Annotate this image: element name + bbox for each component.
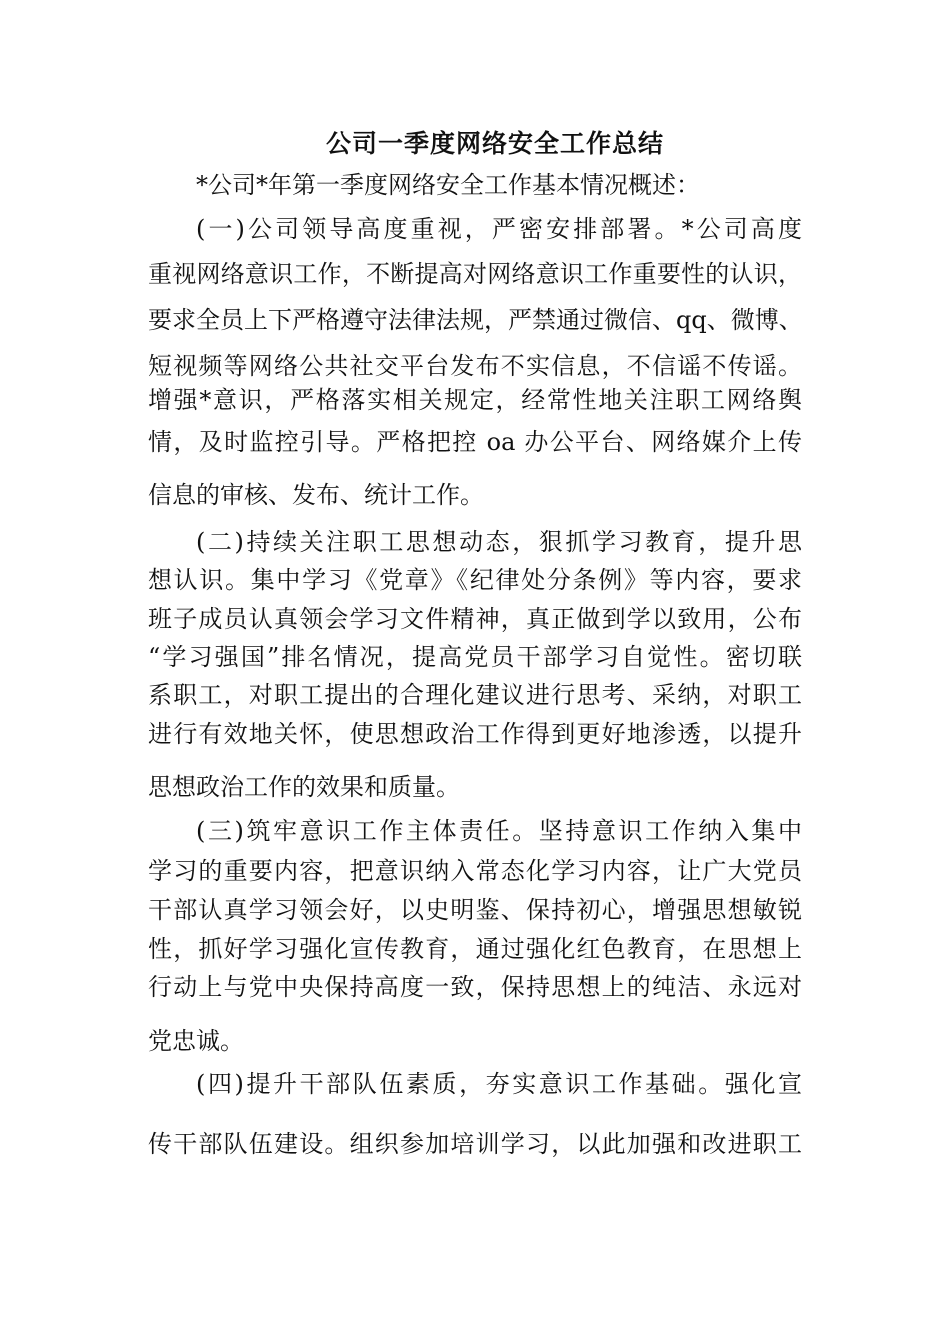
paragraph-line: 系职工，对职工提出的合理化建议进行思考、采纳，对职工 [148,681,802,709]
paragraph-line: (一)公司领导高度重视，严密安排部署。*公司高度 [196,215,802,243]
paragraph-line: 性，抓好学习强化宣传教育，通过强化红色教育，在思想上 [148,935,802,963]
paragraph-line: 进行有效地关怀，使思想政治工作得到更好地渗透，以提升 [148,720,802,748]
paragraph-line: 短视频等网络公共社交平台发布不实信息，不信谣不传谣。 [148,352,802,380]
paragraph-line: 思想政治工作的效果和质量。 [148,773,460,801]
paragraph-line: 党忠诚。 [148,1027,244,1055]
paragraph-line: 增强*意识，严格落实相关规定，经常性地关注职工网络舆 [148,386,802,414]
paragraph-line: 要求全员上下严格遵守法律法规，严禁通过微信、qq、微博、 [148,306,803,334]
paragraph-line: (四)提升干部队伍素质，夯实意识工作基础。强化宣 [196,1070,802,1098]
paragraph-line: 行动上与党中央保持高度一致，保持思想上的纯洁、永远对 [148,973,802,1001]
paragraph-line: 传干部队伍建设。组织参加培训学习，以此加强和改进职工 [148,1130,802,1158]
paragraph-line: 学习的重要内容，把意识纳入常态化学习内容，让广大党员 [148,857,802,885]
paragraph-line: 班子成员认真领会学习文件精神，真正做到学以致用，公布 [148,605,802,633]
paragraph-line: 信息的审核、发布、统计工作。 [148,481,484,509]
paragraph-line: 干部认真学习领会好，以史明鉴、保持初心，增强思想敏锐 [148,896,802,924]
paragraph-line: “学习强国”排名情况，提高党员干部学习自觉性。密切联 [148,643,802,671]
paragraph-line: (二)持续关注职工思想动态，狠抓学习教育，提升思 [196,528,802,556]
paragraph-line: 想认识。集中学习《党章》《纪律处分条例》等内容，要求 [148,566,802,594]
document-title: 公司一季度网络安全工作总结 [325,129,664,158]
paragraph-line: 重视网络意识工作，不断提高对网络意识工作重要性的认识， [148,260,802,288]
intro-line: *公司*年第一季度网络安全工作基本情况概述： [196,171,700,199]
paragraph-line: (三)筑牢意识工作主体责任。坚持意识工作纳入集中 [196,817,802,845]
paragraph-line: 情，及时监控引导。严格把控 oa 办公平台、网络媒介上传 [148,428,802,456]
